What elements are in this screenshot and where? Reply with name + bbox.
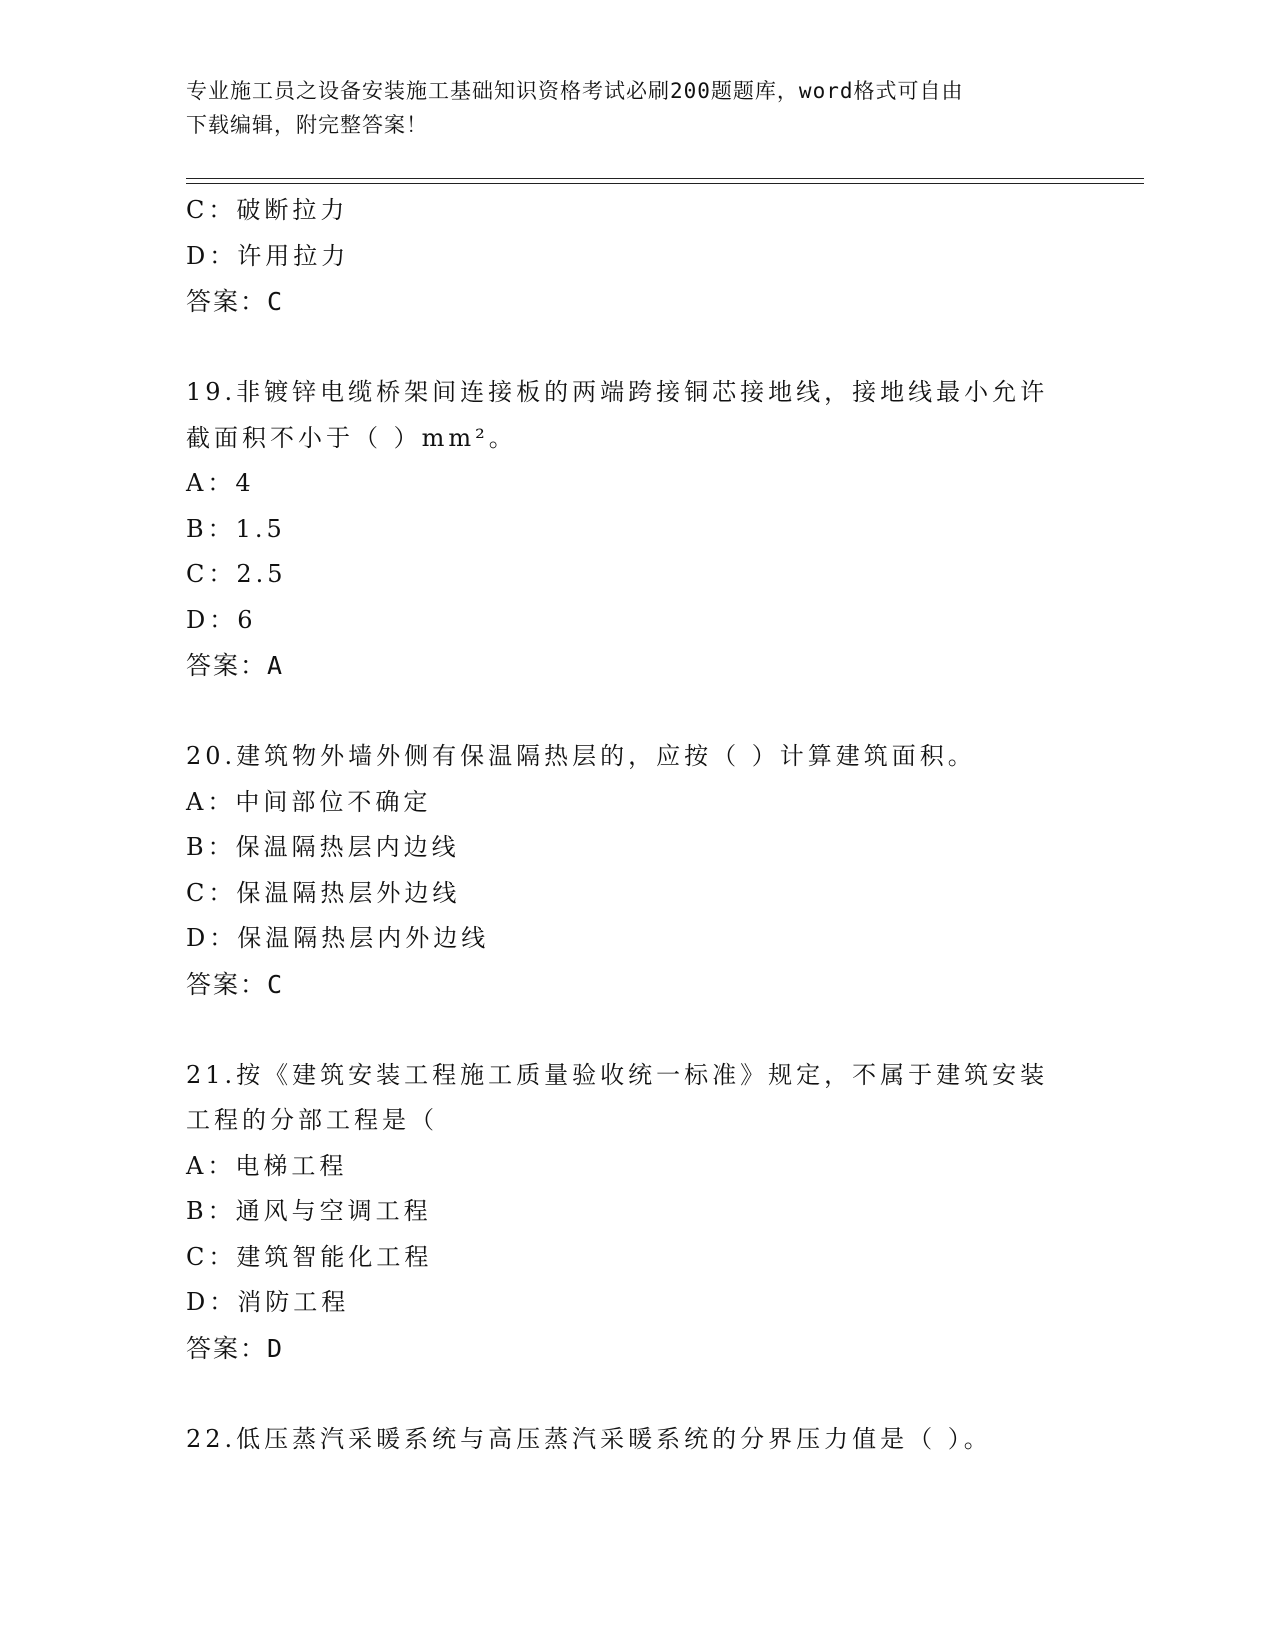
answer-line: 答案：C [186,287,285,316]
option-a: A：中间部位不确定 [186,787,432,816]
option-a: A：4 [186,469,255,497]
question-22 [186,1417,1086,1463]
spacer [186,689,1086,735]
question-stem: 20.建筑物外墙外侧有保温隔热层的，应按（ ）计算建筑面积。 [186,742,976,770]
question-stem-continued: 截面积不小于（ ）mm²。 [186,423,517,452]
spacer [186,325,1086,371]
option-c: C：保温隔热层外边线 [186,878,461,907]
option-c: C：破断拉力 [186,196,349,224]
option-c: C：建筑智能化工程 [186,1242,433,1271]
option-a: A：电梯工程 [186,1151,348,1180]
option-d: D：6 [186,605,257,634]
answer-line: 答案：A [186,651,285,680]
question-20 [186,734,1086,1007]
answer-line: 答案：D [186,1333,285,1363]
question-21 [186,1053,1086,1372]
question-stem: 19.非镀锌电缆桥架间连接板的两端跨接铜芯接地线，接地线最小允许 [186,378,1049,406]
header-divider-top [186,178,1144,179]
option-b: B：通风与空调工程 [186,1197,432,1225]
question-18 [186,188,1086,325]
option-d: D：保温隔热层内外边线 [186,924,490,952]
answer-line: 答案：C [186,969,285,999]
option-c: C：2.5 [186,560,287,588]
document-header [186,74,1086,142]
option-b: B：1.5 [186,514,286,543]
question-stem-continued: 工程的分部工程是（ [186,1106,438,1134]
question-stem: 22.低压蒸汽采暖系统与高压蒸汽采暖系统的分界压力值是（ ）。 [186,1424,992,1453]
spacer [186,1007,1086,1053]
option-d: D：消防工程 [186,1288,350,1316]
question-stem: 21.按《建筑安装工程施工质量验收统一标准》规定，不属于建筑安装 [186,1060,1049,1089]
header-title-line-1: 专业施工员之设备安装施工基础知识资格考试必刷200题题库，word格式可自由 [186,79,964,103]
option-b: B：保温隔热层内边线 [186,833,460,861]
question-list [186,188,1086,1462]
option-d: D：许用拉力 [186,241,350,270]
header-title-line-2: 下载编辑，附完整答案！ [186,113,428,137]
question-19 [186,370,1086,689]
header-divider-bottom [186,183,1144,184]
spacer [186,1371,1086,1417]
